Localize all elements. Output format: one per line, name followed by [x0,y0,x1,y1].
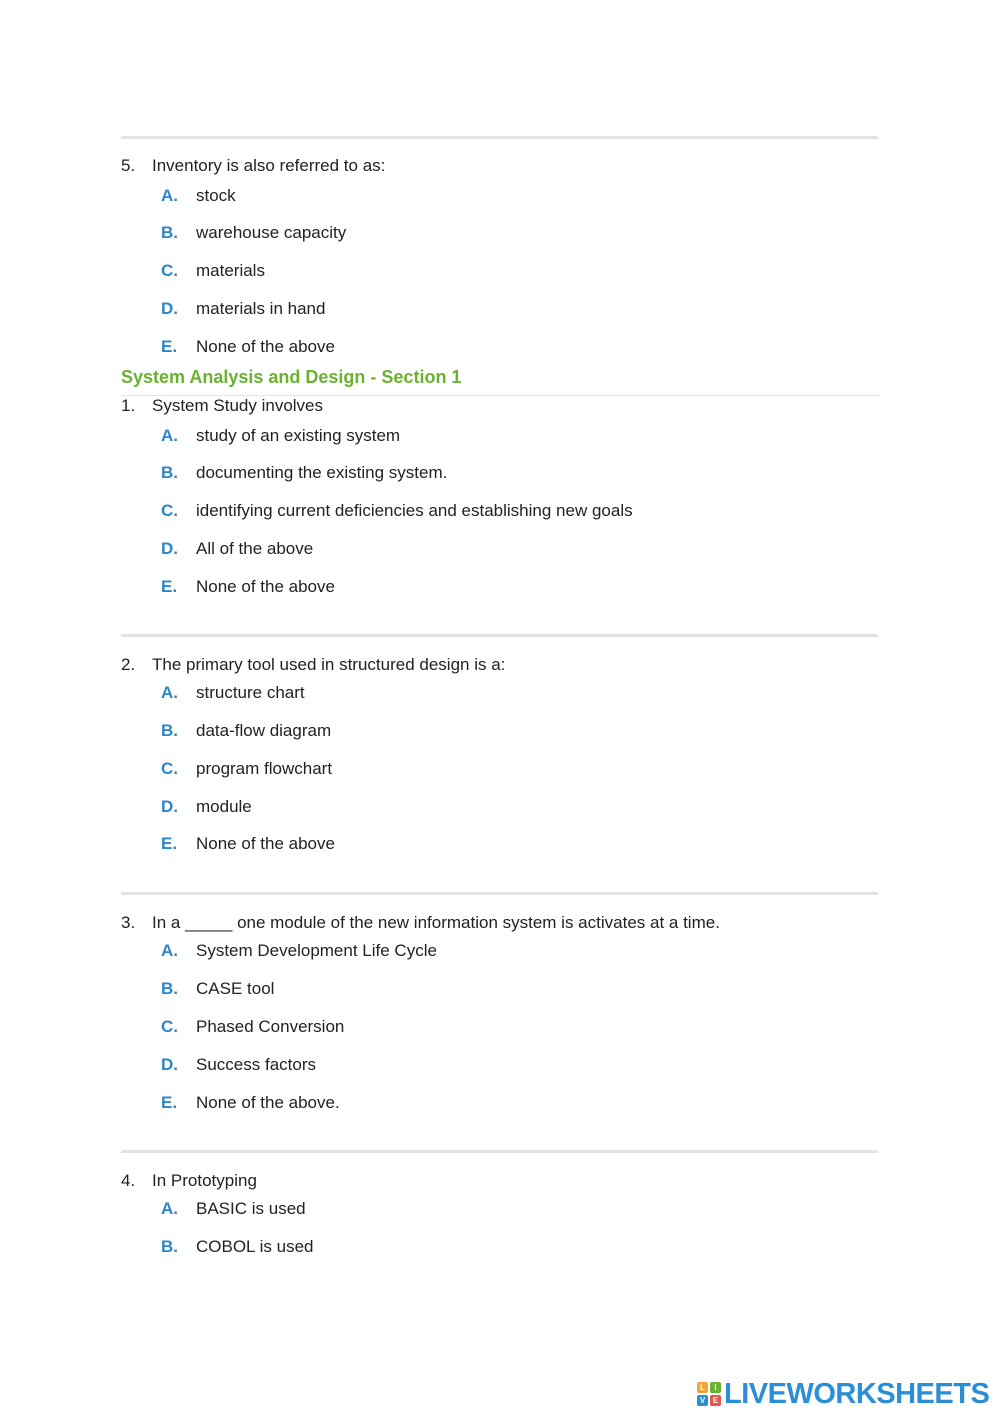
option-text: None of the above [196,834,335,853]
option-text: stock [196,186,236,205]
option-5b[interactable] [161,223,346,243]
question-text: Inventory is also referred to as: [152,156,386,175]
option-2d[interactable] [161,797,252,817]
option-letter: A. [161,941,178,960]
option-letter: C. [161,759,178,778]
option-text: materials [196,261,265,280]
option-4b[interactable] [161,1237,313,1257]
option-5d[interactable] [161,299,325,319]
logo-mark-tile: E [710,1395,721,1406]
option-letter: A. [161,426,178,445]
option-letter: C. [161,501,178,520]
question-text: The primary tool used in structured design is a: [152,655,506,674]
divider [121,136,878,139]
question-2 [121,655,505,675]
option-1c[interactable] [161,501,633,521]
question-number: 5. [121,156,136,175]
logo-text: LIVEWORKSHEETS [724,1378,990,1410]
logo-mark-icon [697,1382,721,1406]
option-text: COBOL is used [196,1237,314,1256]
option-text: System Development Life Cycle [196,941,437,960]
option-text: study of an existing system [196,426,401,445]
option-letter: A. [161,683,178,702]
option-2c[interactable] [161,759,332,779]
option-letter: D. [161,299,178,318]
question-number: 1. [121,396,136,415]
question-5 [121,156,385,176]
option-letter: B. [161,1237,178,1256]
divider [121,892,878,895]
option-text: Phased Conversion [196,1017,345,1036]
option-letter: B. [161,463,178,482]
option-text: structure chart [196,683,305,702]
option-letter: E. [161,834,178,853]
question-3 [121,913,720,933]
question-number: 2. [121,655,136,674]
option-1d[interactable] [161,539,313,559]
option-text: BASIC is used [196,1199,306,1218]
option-3a[interactable] [161,941,437,961]
logo-mark-tile: L [697,1382,708,1393]
option-text: warehouse capacity [196,223,347,242]
option-letter: A. [161,186,178,205]
option-letter: D. [161,1055,178,1074]
option-1e[interactable] [161,577,335,597]
option-text: materials in hand [196,299,326,318]
option-text: All of the above [196,539,314,558]
option-text: None of the above [196,577,335,596]
option-text: CASE tool [196,979,275,998]
option-letter: D. [161,539,178,558]
option-letter: E. [161,577,178,596]
option-3e[interactable] [161,1093,340,1113]
option-4a[interactable] [161,1199,306,1219]
option-letter: B. [161,721,178,740]
option-3d[interactable] [161,1055,316,1075]
question-number: 3. [121,913,136,932]
option-1a[interactable] [161,426,400,446]
option-letter: E. [161,1093,178,1112]
option-letter: C. [161,261,178,280]
option-letter: D. [161,797,178,816]
option-text: documenting the existing system. [196,463,448,482]
option-text: data-flow diagram [196,721,332,740]
option-text: identifying current deficiencies and establishing new goals [196,501,633,520]
section-title: System Analysis and Design - Section 1 [121,367,462,387]
option-2a[interactable] [161,683,305,703]
question-text: In a _____ one module of the new information system is activates at a time. [152,913,720,932]
option-1b[interactable] [161,463,447,483]
option-letter: E. [161,337,178,356]
option-letter: A. [161,1199,178,1218]
option-letter: B. [161,979,178,998]
question-number: 4. [121,1171,136,1190]
option-5e[interactable] [161,337,335,357]
option-text: module [196,797,252,816]
question-text: System Study involves [152,396,324,415]
question-1 [121,396,323,416]
question-4 [121,1171,257,1191]
option-text: program flowchart [196,759,333,778]
option-letter: B. [161,223,178,242]
option-text: Success factors [196,1055,316,1074]
logo-mark-tile: I [710,1382,721,1393]
option-2b[interactable] [161,721,331,741]
option-2e[interactable] [161,834,335,854]
option-text: None of the above [196,337,335,356]
option-5c[interactable] [161,261,265,281]
option-3b[interactable] [161,979,274,999]
logo-mark-tile: V [697,1395,708,1406]
option-5a[interactable] [161,186,236,206]
option-letter: C. [161,1017,178,1036]
divider [121,1150,878,1153]
divider [121,634,878,637]
option-3c[interactable] [161,1017,344,1037]
liveworksheets-logo [697,1378,989,1410]
question-text: In Prototyping [152,1171,257,1190]
option-text: None of the above. [196,1093,340,1112]
